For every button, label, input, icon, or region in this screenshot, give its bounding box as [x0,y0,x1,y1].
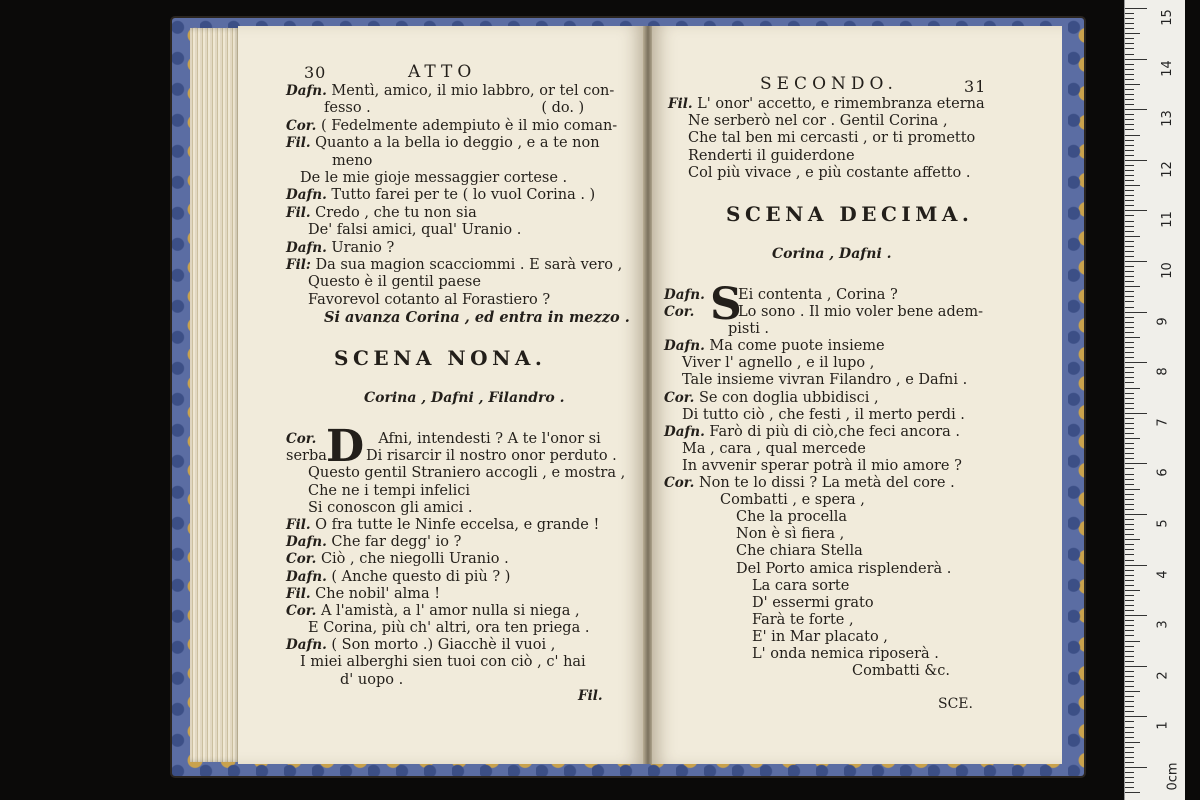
ruler-tick [1125,215,1134,216]
ruler-tick [1125,256,1134,257]
text-line: Viver l' agnello , e il lupo , [682,355,875,372]
ruler-tick [1125,646,1134,647]
ruler-tick [1125,367,1134,368]
text-line: De' falsi amici, qual' Uranio . [308,222,522,239]
ruler-tick [1125,681,1134,682]
ruler-tick [1125,448,1134,449]
ruler-tick [1125,388,1140,389]
ruler-tick [1125,13,1134,14]
ruler-tick [1125,231,1134,232]
ruler-label: 13 [1159,110,1175,127]
text-line: meno [332,152,373,169]
left-page [238,26,644,764]
ruler-tick [1125,651,1134,652]
ruler-label: 9 [1155,316,1171,326]
text-line: Fil. Credo , che tu non sia [286,204,477,221]
ruler-tick [1125,615,1147,616]
drop-cap-d: D [326,421,365,472]
ruler-tick [1125,686,1134,687]
ruler-label: 5 [1155,519,1171,528]
ruler-tick [1125,625,1134,626]
ruler-tick [1125,727,1134,728]
ruler-tick [1125,767,1147,768]
left-text-block-1 [286,83,630,326]
ruler-tick [1125,69,1134,70]
ruler-tick [1125,393,1134,394]
ruler-tick [1125,342,1134,343]
text-line: Fil. Che nobil' alma ! [286,585,441,602]
ruler-tick [1125,737,1134,738]
ruler-tick [1125,352,1134,353]
verse-line: Combatti &c. [852,663,951,680]
ruler-tick [1125,99,1134,100]
running-head-right: SECONDO. [760,74,898,94]
ruler-tick [1125,565,1147,566]
ruler-tick [1125,499,1134,500]
ruler-label: 14 [1159,59,1175,77]
ruler-label: 8 [1155,367,1171,376]
text-line: Che tal ben mi cercasti , or ti prometto [688,130,976,147]
ruler-label: 15 [1159,9,1175,26]
text-line: Cor. Ciò , che niegolli Uranio . [286,551,509,568]
ruler-tick [1125,33,1140,34]
text-line: Fil. L' onor' accetto, e rimembranza eterna [668,96,985,112]
verse-line: La cara sorte [752,577,850,594]
text-line: Dafn. Tutto farei per te ( lo vuol Corina . ) [286,187,596,204]
text-line: Si conoscon gli amici . [308,499,473,516]
ruler-tick [1125,605,1134,606]
text-line: Cor. Lo sono . Il mio voler bene adem- [664,304,983,321]
ruler-tick [1125,666,1147,667]
ruler-label: 2 [1155,671,1171,680]
ruler-tick [1125,129,1134,130]
text-line: Che ne i tempi infelici [308,482,471,499]
ruler-tick [1125,160,1147,161]
ruler-tick [1125,711,1134,712]
verse-line: D' essermi grato [752,594,874,611]
ruler-label: 1 [1155,721,1171,731]
ruler-label: 4 [1155,569,1171,579]
text-line: Questo è il gentil paese [308,274,481,291]
ruler-tick [1125,524,1134,525]
ruler-label: 7 [1155,418,1171,427]
ruler-tick [1125,580,1134,581]
text-line: Dafn. Uranio ? [286,239,395,256]
ruler-tick [1125,296,1134,297]
ruler-tick [1125,403,1134,404]
ruler-tick [1125,595,1134,596]
ruler-tick [1125,413,1147,414]
measurement-ruler [1124,0,1185,800]
scene-title-decima: SCENA DECIMA. [726,202,974,226]
catchword-left: Fil. [578,688,603,704]
ruler-tick [1125,519,1134,520]
text-line: I miei alberghi sien tuoi con ciò , c' hai [300,654,586,671]
ruler-tick [1125,494,1134,495]
ruler-tick [1125,777,1134,778]
text-line: Dafn. Ei contenta , Corina ? [664,287,898,303]
ruler-tick [1125,408,1134,409]
ruler-tick [1125,610,1134,611]
ruler-tick [1125,716,1147,717]
ruler-tick [1125,140,1134,141]
ruler-tick [1125,479,1134,480]
ruler-tick [1125,782,1134,783]
text-line: Di tutto ciò , che festi , il merto perdi . [682,406,965,423]
ruler-tick [1125,246,1134,247]
ruler-tick [1125,347,1134,348]
ruler-tick [1125,544,1134,545]
verse-line: Che chiara Stella [736,543,863,560]
ruler-tick [1125,286,1140,287]
ruler-tick [1125,671,1134,672]
ruler-tick [1125,676,1134,677]
ruler-tick [1125,585,1134,586]
ruler-tick [1125,514,1147,515]
ruler-tick [1125,312,1147,313]
verse-line: Farà te forte , [752,611,854,628]
ruler-tick [1125,114,1134,115]
ruler-tick [1125,266,1134,267]
page-number-right: 31 [964,77,987,96]
ruler-tick [1125,226,1134,227]
ruler-tick [1125,656,1134,657]
text-line: Dafn. ( Son morto .) Giacchè il vuoi , [286,637,556,654]
text-line: In avvenir sperar potrà il mio amore ? [682,457,962,474]
ruler-tick [1125,165,1134,166]
ruler-tick [1125,322,1134,323]
ruler-tick [1125,443,1134,444]
ruler-tick [1125,307,1134,308]
ruler-tick [1125,762,1134,763]
text-line: Dafn. Farò di più di ciò,che feci ancora . [664,423,960,440]
ruler-tick [1125,281,1134,282]
ruler-tick [1125,48,1134,49]
ruler-tick [1125,418,1134,419]
ruler-tick [1125,190,1134,191]
ruler-tick [1125,721,1134,722]
ruler-tick [1125,28,1134,29]
verse-line: L' onda nemica riposerà . [752,645,939,662]
ruler-tick [1125,38,1134,39]
running-head-left: ATTO [408,62,477,82]
ruler-label: 3 [1155,620,1171,629]
text-line: Questo gentil Straniero accogli , e mostra , [308,465,626,482]
ruler-tick [1125,175,1134,176]
ruler-tick [1125,438,1140,439]
ruler-tick [1125,757,1134,758]
ruler-tick [1125,150,1134,151]
ruler-tick [1125,701,1134,702]
ruler-tick [1125,317,1134,318]
text-line: Cor. Se con doglia ubbidisci , [664,389,879,406]
ruler-tick [1125,332,1134,333]
drop-cap-s: S [710,279,742,330]
ruler-tick [1125,135,1140,136]
ruler-tick [1125,180,1134,181]
text-line: Di risarcir il nostro onor perduto . [366,448,617,465]
verse-line: E' in Mar placato , [752,628,888,645]
ruler-tick [1125,337,1140,338]
text-line: Ne serberò nel cor . Gentil Corina , [688,113,948,130]
scene-title-nona: SCENA NONA. [334,346,547,370]
ruler-tick [1125,398,1134,399]
ruler-tick [1125,509,1134,510]
ruler-tick [1125,119,1134,120]
text-line: Renderti il guiderdone [688,147,855,164]
ruler-tick [1125,74,1134,75]
right-text-block-2 [664,279,983,680]
ruler-tick [1125,529,1134,530]
text-line: Fil: Da sua magion scacciommi . E sarà vero , [286,256,623,273]
ruler-tick [1125,539,1140,540]
text-line: Fil. O fra tutte le Ninfe eccelsa, e grande ! [286,516,600,533]
verse-line: Combatti , e spera , [720,492,865,509]
verse-line: Del Porto amica risplenderà . [736,560,952,577]
ruler-tick [1125,276,1134,277]
verse-line: Che la procella [736,509,848,526]
text-line: d' uopo . [340,671,404,688]
ruler-tick [1125,59,1147,60]
ruler-tick [1125,474,1134,475]
ruler-tick [1125,792,1140,793]
ruler-tick [1125,291,1134,292]
ruler-tick [1125,372,1134,373]
ruler-tick [1125,8,1147,9]
ruler-tick [1125,468,1134,469]
ruler-tick [1125,200,1134,201]
ruler-tick [1125,752,1134,753]
ruler-tick [1125,742,1140,743]
ruler-tick [1125,362,1147,363]
cast-list-left: Corina , Dafni , Filandro . [364,390,565,406]
ruler-label: 11 [1159,211,1175,229]
ruler-tick [1125,43,1134,44]
text-line: Tale insieme vivran Filandro , e Dafni . [682,372,968,389]
ruler-label: 10 [1159,262,1175,279]
ruler-tick [1125,428,1134,429]
ruler-tick [1125,54,1134,55]
text-line: Cor. Non te lo dissi ? La metà del core . [664,475,955,492]
ruler-tick [1125,241,1134,242]
ruler-tick [1125,549,1134,550]
ruler-tick [1125,691,1140,692]
ruler-label: 12 [1159,161,1175,178]
ruler-tick [1125,104,1134,105]
text-line: Dafn. Che far degg' io ? [286,534,462,551]
ruler-tick [1125,185,1140,186]
stage-direction: Si avanza Corina , ed entra in mezzo . [324,309,630,327]
verse-line: Non è sì fiera , [736,526,845,543]
ruler-tick [1125,195,1134,196]
ruler-tick [1125,170,1134,171]
ruler-tick [1125,79,1134,80]
ruler-tick [1125,696,1134,697]
ruler-tick [1125,554,1134,555]
ruler-tick [1125,271,1134,272]
text-line: E Corina, più ch' altri, ora ten priega . [308,620,590,637]
ruler-tick [1125,732,1134,733]
ruler-tick [1125,261,1147,262]
ruler-tick [1125,747,1134,748]
ruler-tick [1125,484,1134,485]
ruler-tick [1125,145,1134,146]
ruler-tick [1125,327,1134,328]
text-line: Fil. Quanto a la bella io deggio , e a te non [286,135,600,152]
right-page [652,26,1062,764]
text-line: Favorevol cotanto al Forastiero ? [308,291,551,308]
cast-list-right: Corina , Dafni . [772,246,892,262]
ruler-tick [1125,382,1134,383]
left-text-block-2 [286,431,644,689]
ruler-tick [1125,210,1147,211]
ruler-tick [1125,458,1134,459]
text-line: Ma , cara , qual mercede [682,440,866,457]
ruler-tick [1125,301,1134,302]
ruler-tick [1125,221,1134,222]
ruler-tick [1125,433,1134,434]
ruler-tick [1125,84,1140,85]
ruler-tick [1125,463,1147,464]
ruler-tick [1125,590,1140,591]
text-line: De le mie gioje messaggier cortese . [300,169,568,186]
ruler-tick [1125,64,1134,65]
ruler-tick [1125,641,1140,642]
ruler-tick [1125,251,1134,252]
ruler-tick [1125,534,1134,535]
ruler-tick [1125,94,1134,95]
ruler-tick [1125,600,1134,601]
ruler-tick [1125,18,1134,19]
text-line: Dafn. Ma come puote insieme [664,338,885,355]
ruler-tick [1125,620,1134,621]
ruler-tick [1125,236,1140,237]
ruler-tick [1125,155,1134,156]
text-line: Cor. ( Fedelmente adempiuto è il mio coman- [286,117,618,134]
text-line: Dafn. Mentì, amico, il mio labbro, or tel con- [286,83,615,99]
ruler-tick [1125,772,1134,773]
ruler-tick [1125,453,1134,454]
text-line: Cor. A l'amistà, a l' amor nulla si niega , [286,602,580,619]
ruler-tick [1125,124,1134,125]
catchword-right: SCE. [938,696,973,712]
ruler-tick [1125,423,1134,424]
ruler-tick [1125,635,1134,636]
ruler-label: 6 [1155,468,1171,478]
ruler-label: 0cm [1165,762,1181,791]
text-line: Col più vivace , e più costante affetto . [688,164,971,181]
text-line: Dafn. ( Anche questo di più ? ) [286,568,511,585]
ruler-tick [1125,377,1134,378]
page-number-left: 30 [304,63,327,82]
ruler-tick [1125,575,1134,576]
ruler-tick [1125,706,1134,707]
ruler-tick [1125,489,1140,490]
text-line: Cor. Afni, intendesti ? A te l'onor si serba [286,431,601,465]
text-line: fesso . ( do. ) [324,100,585,117]
ruler-tick [1125,504,1134,505]
ruler-tick [1125,23,1134,24]
ruler-tick [1125,787,1134,788]
ruler-tick [1125,205,1134,206]
ruler-tick [1125,630,1134,631]
ruler-tick [1125,357,1134,358]
ruler-tick [1125,661,1134,662]
ruler-tick [1125,560,1134,561]
page-edges [190,28,242,762]
right-text-block-1 [668,96,985,182]
ruler-tick [1125,109,1147,110]
ruler-tick [1125,89,1134,90]
ruler-tick [1125,570,1134,571]
text-line: pisti . [728,321,770,338]
